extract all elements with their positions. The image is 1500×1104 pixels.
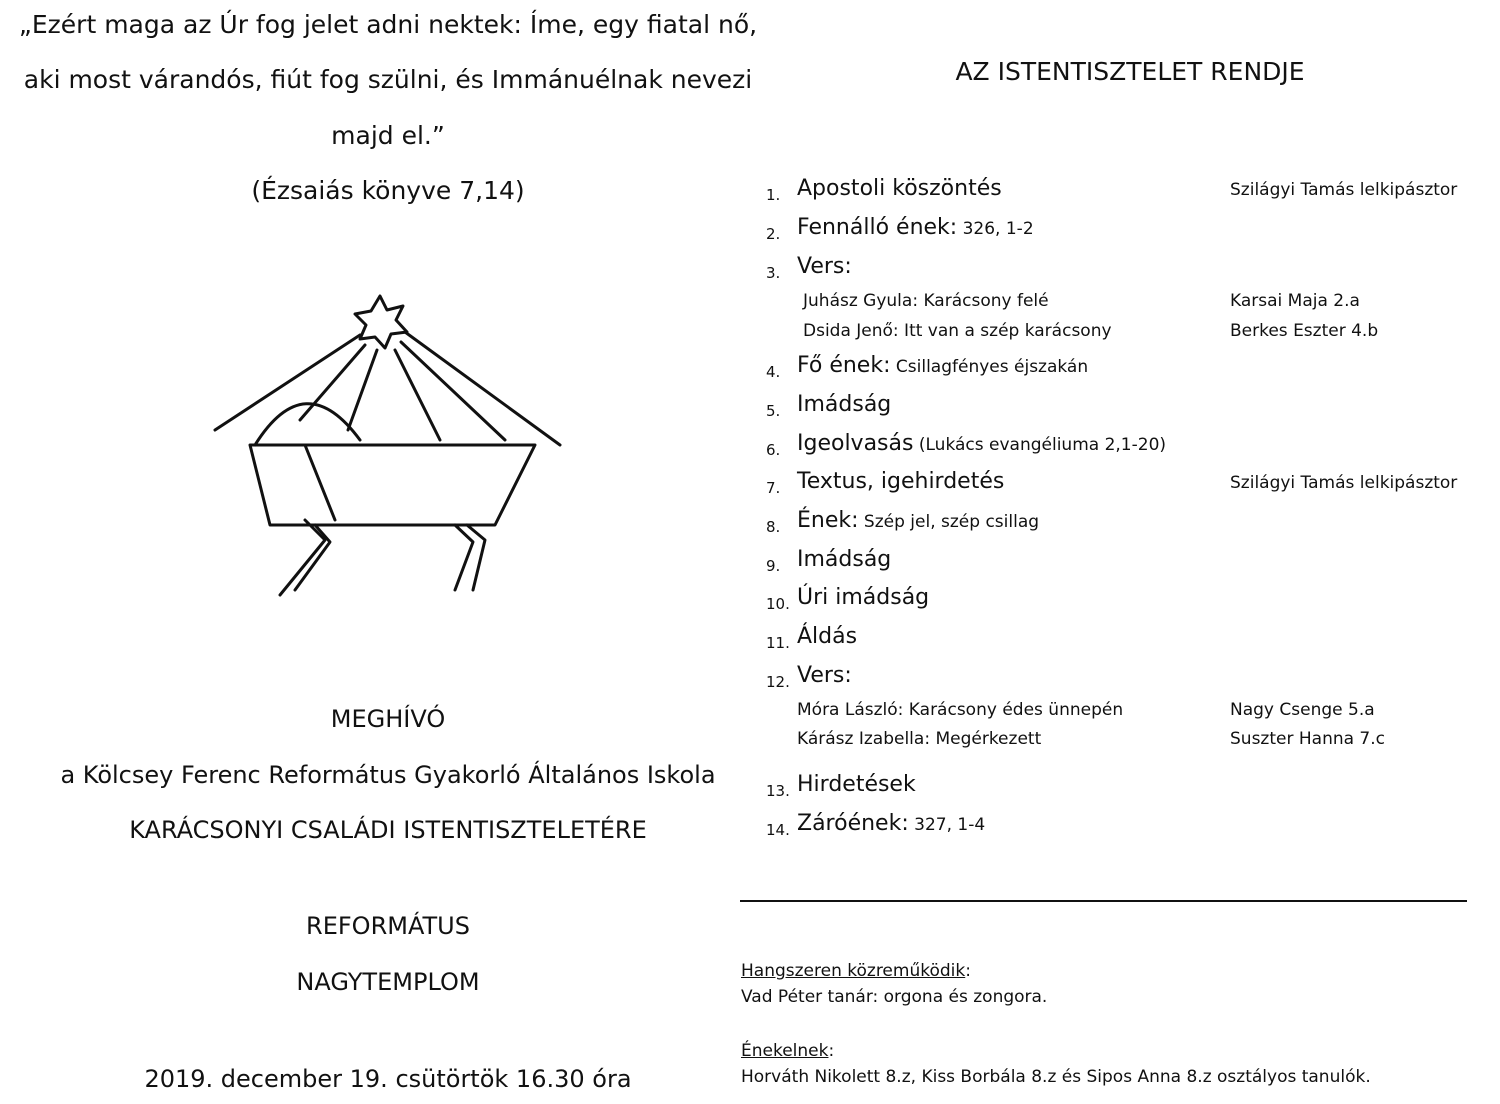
order-item — [766, 176, 1486, 210]
item-label: Imádság — [797, 392, 892, 417]
order-item — [766, 254, 1486, 288]
singers-text: Horváth Nikolett 8.z, Kiss Borbála 8.z és Sipos Anna 8.z osztályos tanulók. — [741, 1067, 1371, 1087]
instrument-credit-text: Vad Péter tanár: orgona és zongora. — [741, 987, 1048, 1007]
school-name: a Kölcsey Ferenc Református Gyakorló Általános Iskola — [60, 761, 716, 789]
item-number: 4. — [766, 363, 781, 381]
item-detail: 326, 1-2 — [957, 219, 1034, 239]
item-label: Fennálló ének: — [797, 215, 958, 240]
item-number: 13. — [766, 782, 790, 800]
event-name: KARÁCSONYI CSALÁDI ISTENTISZTELETÉRE — [129, 816, 647, 844]
order-item — [766, 508, 1486, 542]
item-number: 9. — [766, 557, 781, 575]
item-number: 2. — [766, 225, 781, 243]
item-label: Apostoli köszöntés — [797, 176, 1002, 201]
poem-row — [797, 700, 1497, 726]
poem-performer: Suszter Hanna 7.c — [1230, 729, 1386, 749]
order-item — [766, 392, 1486, 426]
quote-line-3: majd el.” — [331, 121, 445, 150]
item-label: Úri imádság — [797, 585, 930, 610]
item-performer: Szilágyi Tamás lelkipásztor — [1230, 473, 1458, 493]
item-number: 3. — [766, 264, 781, 282]
item-label: Igeolvasás — [797, 431, 914, 456]
event-datetime: 2019. december 19. csütörtök 16.30 óra — [144, 1065, 632, 1093]
poem-title: Móra László: Karácsony édes ünnepén — [797, 700, 1124, 720]
item-number: 7. — [766, 479, 781, 497]
item-number: 11. — [766, 634, 790, 652]
item-number: 1. — [766, 186, 781, 204]
item-label: Ének: — [797, 508, 859, 533]
item-label: Vers: — [797, 663, 852, 688]
item-detail: Szép jel, szép csillag — [858, 512, 1040, 532]
item-number: 5. — [766, 402, 781, 420]
item-performer: Szilágyi Tamás lelkipásztor — [1230, 180, 1458, 200]
order-item — [766, 811, 1486, 845]
order-item — [766, 431, 1486, 465]
order-item — [766, 624, 1486, 658]
poem-row — [797, 729, 1497, 755]
poem-row — [803, 291, 1500, 317]
item-detail: (Lukács evangéliuma 2,1-20) — [913, 435, 1167, 455]
order-item — [766, 547, 1486, 581]
instrument-credit-heading: Hangszeren közreműködik: — [741, 961, 971, 981]
item-label: Vers: — [797, 254, 852, 279]
item-number: 10. — [766, 595, 790, 613]
item-label: Áldás — [797, 624, 858, 649]
divider — [740, 900, 1467, 902]
order-item — [766, 663, 1486, 697]
item-number: 6. — [766, 441, 781, 459]
order-item — [766, 353, 1486, 387]
poem-title: Kárász Izabella: Megérkezett — [797, 729, 1042, 749]
item-number: 14. — [766, 821, 790, 839]
item-detail: 327, 1-4 — [908, 815, 986, 835]
star-icon — [355, 296, 407, 348]
venue-line-2: NAGYTEMPLOM — [296, 968, 480, 996]
poem-row — [803, 321, 1500, 347]
order-item — [766, 469, 1486, 503]
item-label: Textus, igehirdetés — [797, 469, 1005, 494]
item-label: Imádság — [797, 547, 892, 572]
order-item — [766, 215, 1486, 249]
order-item — [766, 585, 1486, 619]
item-number: 8. — [766, 518, 781, 536]
quote-line-1: „Ezért maga az Úr fog jelet adni nektek: Íme, egy fiatal nő, — [18, 10, 758, 39]
poem-title: Juhász Gyula: Karácsony felé — [803, 291, 1049, 311]
item-detail: Csillagfényes éjszakán — [890, 357, 1089, 377]
invitation-heading: MEGHÍVÓ — [330, 705, 446, 733]
item-label: Fő ének: — [797, 353, 891, 378]
item-label: Hirdetések — [797, 772, 916, 797]
item-label: Záróének: — [797, 811, 909, 836]
venue-line-1: REFORMÁTUS — [306, 912, 470, 940]
order-title: AZ ISTENTISZTELET RENDJE — [955, 57, 1305, 86]
quote-reference: (Ézsaiás könyve 7,14) — [251, 176, 525, 205]
order-item — [766, 772, 1486, 806]
poem-performer: Berkes Eszter 4.b — [1230, 321, 1379, 341]
item-number: 12. — [766, 673, 790, 691]
poem-title: Dsida Jenő: Itt van a szép karácsony — [803, 321, 1112, 341]
singers-heading: Énekelnek: — [741, 1041, 835, 1061]
poem-performer: Nagy Csenge 5.a — [1230, 700, 1375, 720]
quote-line-2: aki most várandós, fiút fog szülni, és Immánuélnak nevezi — [23, 65, 753, 94]
poem-performer: Karsai Maja 2.a — [1230, 291, 1360, 311]
manger-star-illustration — [205, 290, 570, 615]
